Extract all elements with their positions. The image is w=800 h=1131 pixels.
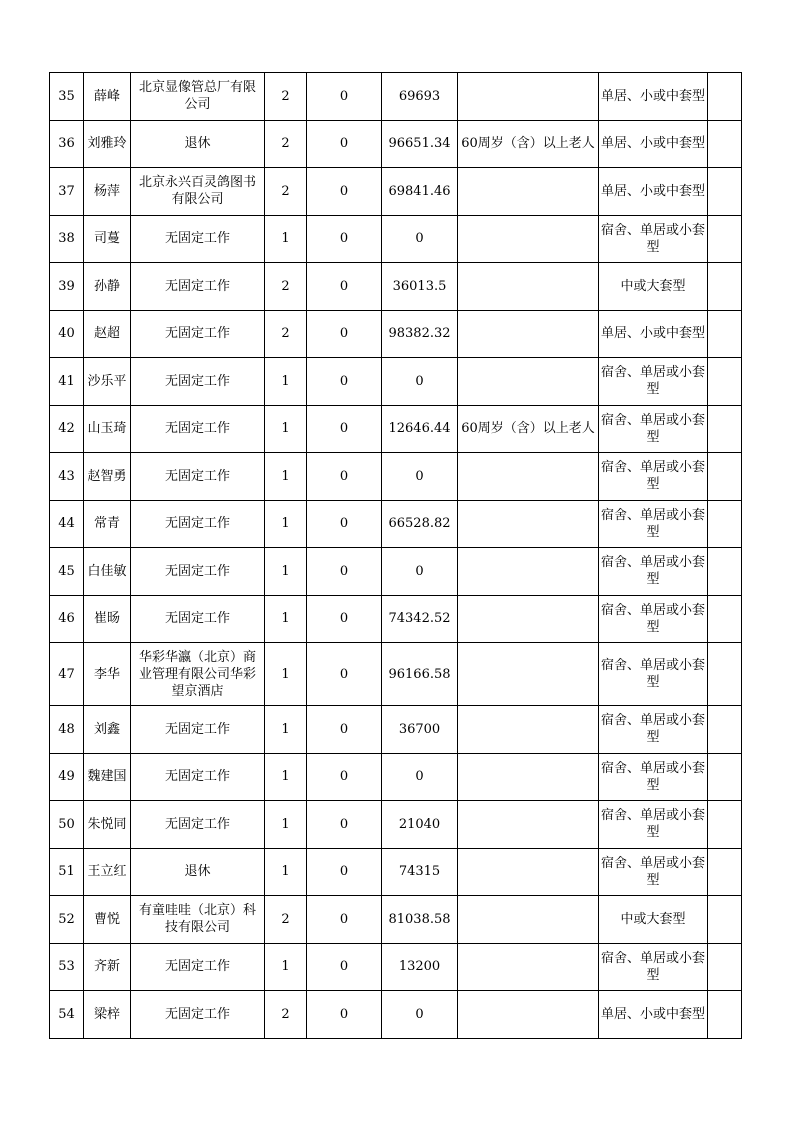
applicant-name: 梁梓	[84, 991, 131, 1039]
annual-income: 0	[382, 358, 458, 406]
remarks	[708, 848, 742, 896]
priority-note	[458, 548, 599, 596]
row-number: 42	[50, 405, 84, 453]
table-row	[50, 168, 742, 216]
table-row	[50, 706, 742, 754]
remarks	[708, 548, 742, 596]
annual-income: 74315	[382, 848, 458, 896]
household-size: 2	[265, 120, 307, 168]
priority-note	[458, 896, 599, 944]
remarks	[708, 120, 742, 168]
priority-note: 60周岁（含）以上老人	[458, 405, 599, 453]
work-unit: 无固定工作	[131, 753, 265, 801]
asset-value: 0	[307, 706, 382, 754]
row-number: 54	[50, 991, 84, 1039]
row-number: 44	[50, 500, 84, 548]
housing-type: 宿舍、单居或小套型	[599, 848, 708, 896]
asset-value: 0	[307, 263, 382, 311]
annual-income: 0	[382, 215, 458, 263]
priority-note	[458, 215, 599, 263]
applicant-name: 朱悦同	[84, 801, 131, 849]
remarks	[708, 706, 742, 754]
remarks	[708, 595, 742, 643]
household-size: 1	[265, 848, 307, 896]
asset-value: 0	[307, 405, 382, 453]
row-number: 52	[50, 896, 84, 944]
applicant-table	[49, 72, 742, 1039]
annual-income: 81038.58	[382, 896, 458, 944]
work-unit: 无固定工作	[131, 943, 265, 991]
asset-value: 0	[307, 548, 382, 596]
priority-note	[458, 943, 599, 991]
table-row	[50, 548, 742, 596]
work-unit: 退休	[131, 848, 265, 896]
priority-note: 60周岁（含）以上老人	[458, 120, 599, 168]
table-row	[50, 643, 742, 706]
work-unit: 华彩华瀛（北京）商业管理有限公司华彩望京酒店	[131, 643, 265, 706]
housing-type: 单居、小或中套型	[599, 310, 708, 358]
asset-value: 0	[307, 73, 382, 121]
household-size: 1	[265, 453, 307, 501]
row-number: 41	[50, 358, 84, 406]
work-unit: 无固定工作	[131, 706, 265, 754]
annual-income: 36013.5	[382, 263, 458, 311]
work-unit: 无固定工作	[131, 310, 265, 358]
housing-type: 宿舍、单居或小套型	[599, 405, 708, 453]
remarks	[708, 405, 742, 453]
remarks	[708, 643, 742, 706]
row-number: 51	[50, 848, 84, 896]
work-unit: 北京显像管总厂有限公司	[131, 73, 265, 121]
priority-note	[458, 643, 599, 706]
household-size: 1	[265, 706, 307, 754]
applicant-name: 常青	[84, 500, 131, 548]
row-number: 45	[50, 548, 84, 596]
housing-type: 中或大套型	[599, 263, 708, 311]
work-unit: 北京永兴百灵鸽图书有限公司	[131, 168, 265, 216]
annual-income: 0	[382, 453, 458, 501]
applicant-name: 薛峰	[84, 73, 131, 121]
row-number: 38	[50, 215, 84, 263]
annual-income: 0	[382, 548, 458, 596]
household-size: 1	[265, 358, 307, 406]
row-number: 35	[50, 73, 84, 121]
asset-value: 0	[307, 943, 382, 991]
asset-value: 0	[307, 801, 382, 849]
applicant-name: 赵智勇	[84, 453, 131, 501]
annual-income: 12646.44	[382, 405, 458, 453]
household-size: 1	[265, 643, 307, 706]
work-unit: 无固定工作	[131, 405, 265, 453]
applicant-name: 杨萍	[84, 168, 131, 216]
annual-income: 98382.32	[382, 310, 458, 358]
priority-note	[458, 753, 599, 801]
annual-income: 74342.52	[382, 595, 458, 643]
household-size: 1	[265, 943, 307, 991]
remarks	[708, 310, 742, 358]
asset-value: 0	[307, 848, 382, 896]
remarks	[708, 215, 742, 263]
annual-income: 13200	[382, 943, 458, 991]
row-number: 50	[50, 801, 84, 849]
household-size: 2	[265, 263, 307, 311]
asset-value: 0	[307, 643, 382, 706]
applicant-name: 魏建国	[84, 753, 131, 801]
housing-type: 宿舍、单居或小套型	[599, 548, 708, 596]
work-unit: 无固定工作	[131, 548, 265, 596]
priority-note	[458, 168, 599, 216]
housing-type: 单居、小或中套型	[599, 168, 708, 216]
work-unit: 无固定工作	[131, 453, 265, 501]
asset-value: 0	[307, 500, 382, 548]
row-number: 48	[50, 706, 84, 754]
table-row	[50, 453, 742, 501]
applicant-name: 司蔓	[84, 215, 131, 263]
asset-value: 0	[307, 310, 382, 358]
row-number: 36	[50, 120, 84, 168]
table-row	[50, 310, 742, 358]
housing-type: 宿舍、单居或小套型	[599, 753, 708, 801]
housing-type: 宿舍、单居或小套型	[599, 706, 708, 754]
row-number: 43	[50, 453, 84, 501]
row-number: 46	[50, 595, 84, 643]
priority-note	[458, 991, 599, 1039]
asset-value: 0	[307, 215, 382, 263]
table-row	[50, 73, 742, 121]
household-size: 2	[265, 310, 307, 358]
remarks	[708, 358, 742, 406]
annual-income: 0	[382, 753, 458, 801]
household-size: 2	[265, 991, 307, 1039]
remarks	[708, 73, 742, 121]
housing-type: 单居、小或中套型	[599, 73, 708, 121]
table-row	[50, 801, 742, 849]
row-number: 53	[50, 943, 84, 991]
housing-type: 宿舍、单居或小套型	[599, 500, 708, 548]
applicant-name: 刘鑫	[84, 706, 131, 754]
asset-value: 0	[307, 896, 382, 944]
table-row	[50, 848, 742, 896]
applicant-name: 刘雅玲	[84, 120, 131, 168]
housing-type: 宿舍、单居或小套型	[599, 453, 708, 501]
priority-note	[458, 706, 599, 754]
table-row	[50, 753, 742, 801]
table-row	[50, 943, 742, 991]
row-number: 40	[50, 310, 84, 358]
housing-type: 宿舍、单居或小套型	[599, 215, 708, 263]
asset-value: 0	[307, 991, 382, 1039]
priority-note	[458, 801, 599, 849]
row-number: 39	[50, 263, 84, 311]
applicant-name: 孙静	[84, 263, 131, 311]
household-size: 1	[265, 405, 307, 453]
table-row	[50, 120, 742, 168]
annual-income: 69693	[382, 73, 458, 121]
work-unit: 无固定工作	[131, 358, 265, 406]
applicant-name: 齐新	[84, 943, 131, 991]
table-row	[50, 358, 742, 406]
priority-note	[458, 848, 599, 896]
table-row	[50, 991, 742, 1039]
priority-note	[458, 500, 599, 548]
applicant-name: 曹悦	[84, 896, 131, 944]
table-row	[50, 500, 742, 548]
household-size: 1	[265, 215, 307, 263]
household-size: 2	[265, 73, 307, 121]
annual-income: 96651.34	[382, 120, 458, 168]
household-size: 2	[265, 168, 307, 216]
table-row	[50, 896, 742, 944]
housing-type: 宿舍、单居或小套型	[599, 358, 708, 406]
table-row	[50, 405, 742, 453]
annual-income: 66528.82	[382, 500, 458, 548]
work-unit: 退休	[131, 120, 265, 168]
asset-value: 0	[307, 453, 382, 501]
annual-income: 36700	[382, 706, 458, 754]
work-unit: 有童哇哇（北京）科技有限公司	[131, 896, 265, 944]
asset-value: 0	[307, 168, 382, 216]
priority-note	[458, 358, 599, 406]
row-number: 49	[50, 753, 84, 801]
applicant-name: 王立红	[84, 848, 131, 896]
remarks	[708, 263, 742, 311]
household-size: 1	[265, 500, 307, 548]
annual-income: 69841.46	[382, 168, 458, 216]
applicant-name: 白佳敏	[84, 548, 131, 596]
work-unit: 无固定工作	[131, 215, 265, 263]
housing-type: 中或大套型	[599, 896, 708, 944]
remarks	[708, 991, 742, 1039]
remarks	[708, 168, 742, 216]
work-unit: 无固定工作	[131, 500, 265, 548]
remarks	[708, 500, 742, 548]
applicant-name: 李华	[84, 643, 131, 706]
household-size: 1	[265, 753, 307, 801]
applicant-name: 赵超	[84, 310, 131, 358]
housing-type: 宿舍、单居或小套型	[599, 801, 708, 849]
priority-note	[458, 595, 599, 643]
housing-type: 宿舍、单居或小套型	[599, 595, 708, 643]
table-row	[50, 595, 742, 643]
work-unit: 无固定工作	[131, 263, 265, 311]
work-unit: 无固定工作	[131, 801, 265, 849]
priority-note	[458, 453, 599, 501]
household-size: 1	[265, 548, 307, 596]
priority-note	[458, 73, 599, 121]
applicant-name: 山玉琦	[84, 405, 131, 453]
row-number: 37	[50, 168, 84, 216]
annual-income: 21040	[382, 801, 458, 849]
remarks	[708, 753, 742, 801]
table-body	[50, 73, 742, 1039]
annual-income: 0	[382, 991, 458, 1039]
remarks	[708, 896, 742, 944]
housing-type: 宿舍、单居或小套型	[599, 643, 708, 706]
work-unit: 无固定工作	[131, 595, 265, 643]
housing-type: 单居、小或中套型	[599, 991, 708, 1039]
housing-type: 单居、小或中套型	[599, 120, 708, 168]
row-number: 47	[50, 643, 84, 706]
remarks	[708, 943, 742, 991]
asset-value: 0	[307, 753, 382, 801]
household-size: 2	[265, 896, 307, 944]
table-row	[50, 215, 742, 263]
housing-type: 宿舍、单居或小套型	[599, 943, 708, 991]
asset-value: 0	[307, 358, 382, 406]
remarks	[708, 801, 742, 849]
household-size: 1	[265, 595, 307, 643]
priority-note	[458, 263, 599, 311]
table-row	[50, 263, 742, 311]
household-size: 1	[265, 801, 307, 849]
applicant-name: 沙乐平	[84, 358, 131, 406]
work-unit: 无固定工作	[131, 991, 265, 1039]
asset-value: 0	[307, 120, 382, 168]
annual-income: 96166.58	[382, 643, 458, 706]
applicant-name: 崔旸	[84, 595, 131, 643]
priority-note	[458, 310, 599, 358]
remarks	[708, 453, 742, 501]
asset-value: 0	[307, 595, 382, 643]
